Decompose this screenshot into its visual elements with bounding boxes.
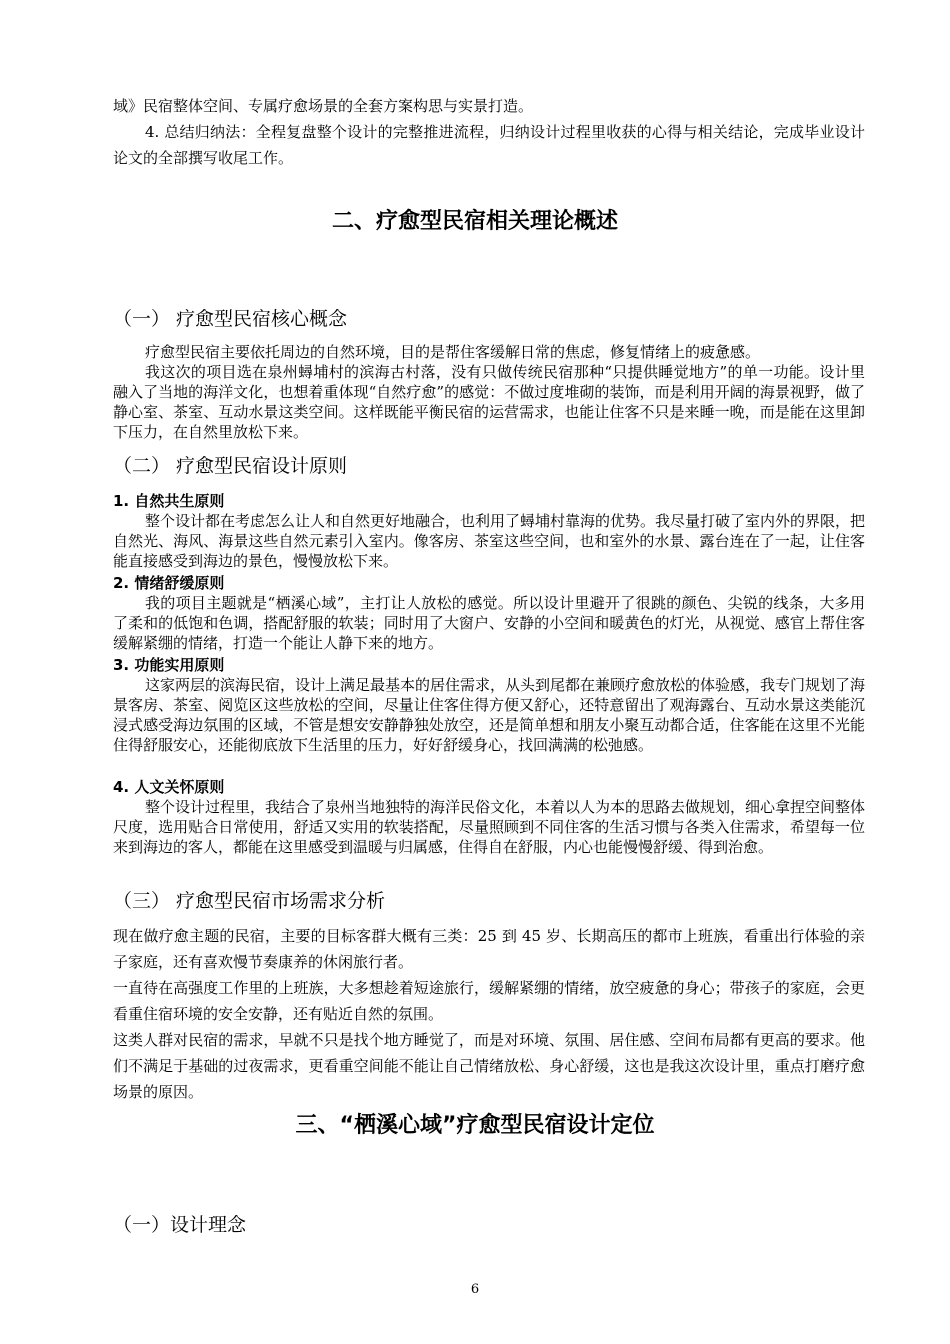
section-2-1-body xyxy=(113,342,865,442)
principle-4-heading: 4. 人文关怀原则 xyxy=(113,778,225,796)
section-3-1-title: （一）设计理念 xyxy=(113,1214,247,1236)
section-2-3-paragraph-3: 这类人群对民宿的需求，早就不只是找个地方睡觉了，而是对环境、氛围、居住感、空间布局都有更高的要求。他们不满足于基础的过夜需求，更看重空间能不能让自己情绪放松、身心舒缓，这也是我这次设计里，重点打磨疗愈场景的原因。 xyxy=(113,1031,865,1101)
principle-1-body xyxy=(113,511,865,571)
principle-1-text: 整个设计都在考虑怎么让人和自然更好地融合，也利用了蟳埔村靠海的优势。我尽量打破了室内外的界限，把自然光、海风、海景这些自然元素引入室内。像客房、茶室这些空间，也和室外的水景、露台连在了一起，让住客能直接感受到海边的景色，慢慢放松下来。 xyxy=(113,512,866,570)
intro-section xyxy=(113,93,865,171)
chapter-2-title: 二、疗愈型民宿相关理论概述 xyxy=(331,209,618,234)
section-2-3-paragraph-2: 一直待在高强度工作里的上班族，大多想趁着短途旅行，缓解紧绷的情绪，放空疲惫的身心；带孩子的家庭，会更看重住宿环境的安全安静，还有贴近自然的氛围。 xyxy=(113,979,865,1023)
principle-2-heading: 2. 情绪舒缓原则 xyxy=(113,574,225,592)
principle-1-heading: 1. 自然共生原则 xyxy=(113,492,225,510)
intro-paragraph-2: 4. 总结归纳法：全程复盘整个设计的完整推进流程，归纳设计过程里收获的心得与相关结论，完成毕业设计论文的全部撰写收尾工作。 xyxy=(113,123,865,167)
page-number: 6 xyxy=(470,1282,480,1297)
principle-3-body xyxy=(113,675,865,755)
intro-paragraph-1: 域》民宿整体空间、专属疗愈场景的全套方案构思与实景打造。 xyxy=(113,97,534,115)
chapter-3-title: 三、“栖溪心域”疗愈型民宿设计定位 xyxy=(295,1113,655,1138)
section-2-1-title: （一） 疗愈型民宿核心概念 xyxy=(113,308,348,330)
section-2-3-paragraph-1: 现在做疗愈主题的民宿，主要的目标客群大概有三类：25 到 45 岁、长期高压的都市上班族，看重出行体验的亲子家庭，还有喜欢慢节奏康养的休闲旅行者。 xyxy=(113,927,865,971)
principle-3-heading: 3. 功能实用原则 xyxy=(113,656,225,674)
principle-3-text: 这家两层的滨海民宿，设计上满足最基本的居住需求，从头到尾都在兼顾疗愈放松的体验感，我专门规划了海景客房、茶室、阅览区这些放松的空间，尽量让住客住得方便又舒心，还特意留出了观海露台、互动水景这类能沉浸式感受海边氛围的区域，不管是想安安静静独处放空，还是简单想和朋友小聚互动都合适，住客能在这里不光能住得舒服安心，还能彻底放下生活里的压力，好好舒缓身心，找回满满的松弛感。 xyxy=(113,676,866,754)
section-2-3-title: （三） 疗愈型民宿市场需求分析 xyxy=(113,890,386,912)
principle-2-body xyxy=(113,593,865,653)
section-2-1-paragraph-2: 我这次的项目选在泉州蟳埔村的滨海古村落，没有只做传统民宿那种“只提供睡觉地方”的单一功能。设计里融入了当地的海洋文化，也想着重体现“自然疗愈”的感觉：不做过度堆砌的装饰，而是利用开阔的海景视野，做了静心室、茶室、互动水景这类空间。这样既能平衡民宿的运营需求，也能让住客不只是来睡一晚，而是能在这里卸下压力，在自然里放松下来。 xyxy=(113,363,865,441)
principle-2-text: 我的项目主题就是“栖溪心域”，主打让人放松的感觉。所以设计里避开了很跳的颜色、尖锐的线条，大多用了柔和的低饱和色调，搭配舒服的软装；同时用了大窗户、安静的小空间和暖黄色的灯光，从视觉、感官上帮住客缓解紧绷的情绪，打造一个能让人静下来的地方。 xyxy=(113,594,865,652)
principle-4-text: 整个设计过程里，我结合了泉州当地独特的海洋民俗文化，本着以人为本的思路去做规划，细心拿捏空间整体尺度，选用贴合日常使用，舒适又实用的软装搭配，尽量照顾到不同住客的生活习惯与各类入住需求，希望每一位来到海边的客人，都能在这里感受到温暖与归属感，住得自在舒服，内心也能慢慢舒缓、得到治愈。 xyxy=(113,798,866,856)
section-2-3-body xyxy=(113,923,865,1105)
section-2-2-title: （二） 疗愈型民宿设计原则 xyxy=(113,455,348,477)
section-2-1-paragraph-1: 疗愈型民宿主要依托周边的自然环境，目的是帮住客缓解日常的焦虑，修复情绪上的疲惫感。 xyxy=(145,343,761,361)
principle-4-body xyxy=(113,797,865,857)
